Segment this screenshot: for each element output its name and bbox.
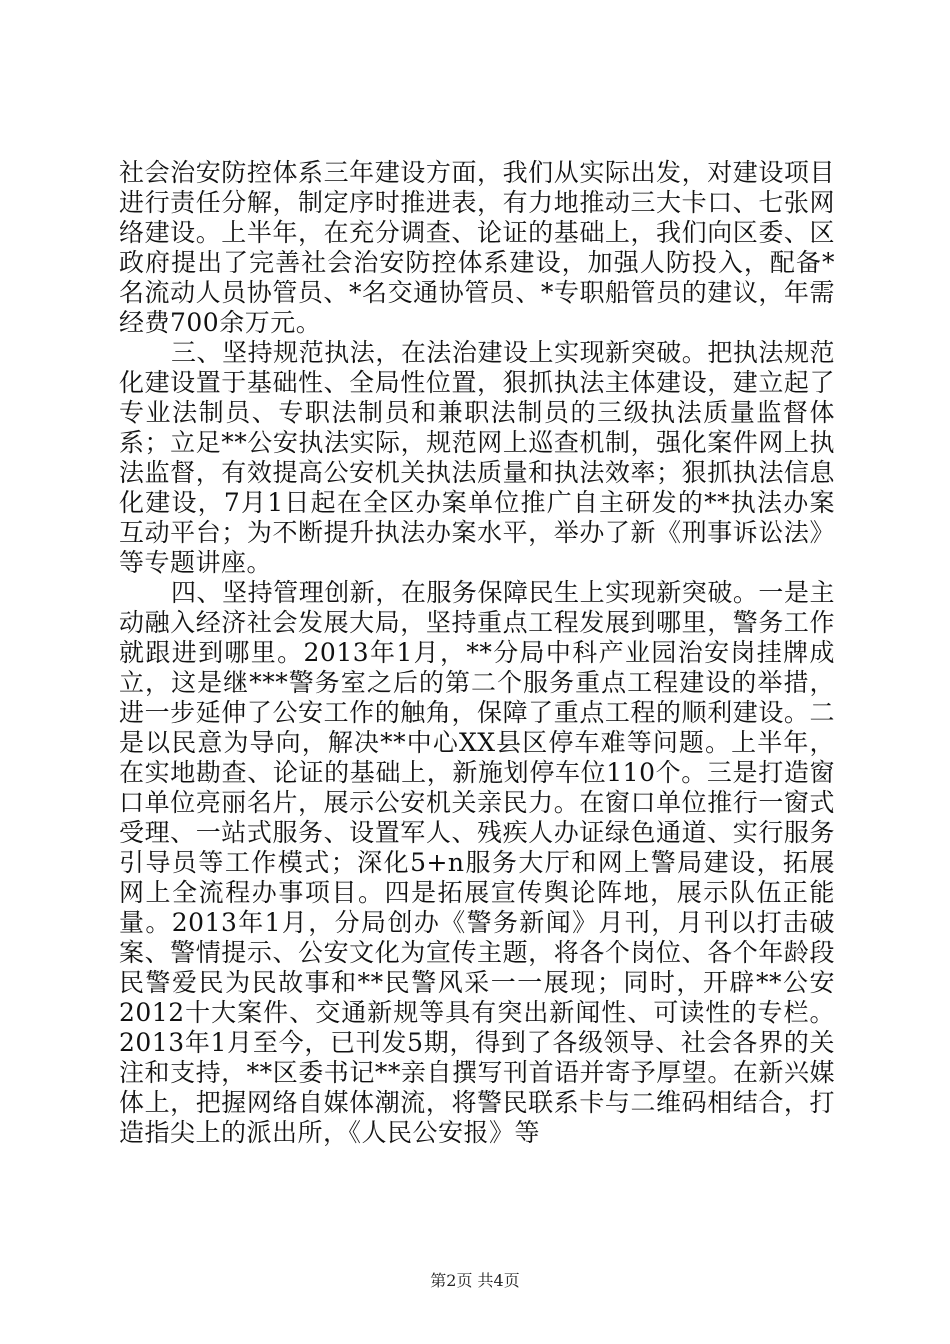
paragraph-3: 四、坚持管理创新，在服务保障民生上实现新突破。一是主动融入经济社会发展大局，坚持重点工程发展到哪里，警务工作就跟进到哪里。2013年1月，**分局中科产业园治安岗挂牌成立，这是继***警务室之后的第二个服务重点工程建设的举措，进一步延伸了公安工作的触角，保障了重点工程的顺利建设。二是以民意为导向，解决**中心XX县区停车难等问题。上半年，在实地勘查、论证的基础上，新施划停车位110个。三是打造窗口单位亮丽名片，展示公安机关亲民力。在窗口单位推行一窗式受理、一站式服务、设置军人、残疾人办证绿色通道、实行服务引导员等工作模式；深化5+n服务大厅和网上警局建设，拓展网上全流程办事项目。四是拓展宣传舆论阵地，展示队伍正能量。2013年1月，分局创办《警务新闻》月刊，月刊以打击破案、警情提示、公安文化为宣传主题，将各个岗位、各个年龄段民警爱民为民故事和**民警风采一一展现；同时，开辟**公安2012十大案件、交通新规等具有突出新闻性、可读性的专栏。2013年1月至今，已刊发5期，得到了各级领导、社会各界的关注和支持，**区委书记**亲自撰写刊首语并寄予厚望。在新兴媒体上，把握网络自媒体潮流，将警民联系卡与二维码相结合，打造指尖上的派出所，《人民公安报》等 (119, 578, 835, 1147)
paragraph-1: 社会治安防控体系三年建设方面，我们从实际出发，对建设项目进行责任分解，制定序时推进表，有力地推动三大卡口、七张网络建设。上半年，在充分调查、论证的基础上，我们向区委、区政府提出了完善社会治安防控体系建设，加强人防投入，配备*名流动人员协管员、*名交通协管员、*专职船管员的建议，年需经费700余万元。 (119, 158, 835, 337)
page-footer: 第2页 共4页 (430, 1271, 520, 1290)
document-body (119, 158, 835, 1148)
paragraph-2: 三、坚持规范执法，在法治建设上实现新突破。把执法规范化建设置于基础性、全局性位置，狠抓执法主体建设，建立起了专业法制员、专职法制员和兼职法制员的三级执法质量监督体系；立足**公安执法实际，规范网上巡查机制，强化案件网上执法监督，有效提高公安机关执法质量和执法效率；狠抓执法信息化建设，7月1日起在全区办案单位推广自主研发的**执法办案互动平台；为不断提升执法办案水平，举办了新《刑事诉讼法》等专题讲座。 (119, 338, 835, 577)
